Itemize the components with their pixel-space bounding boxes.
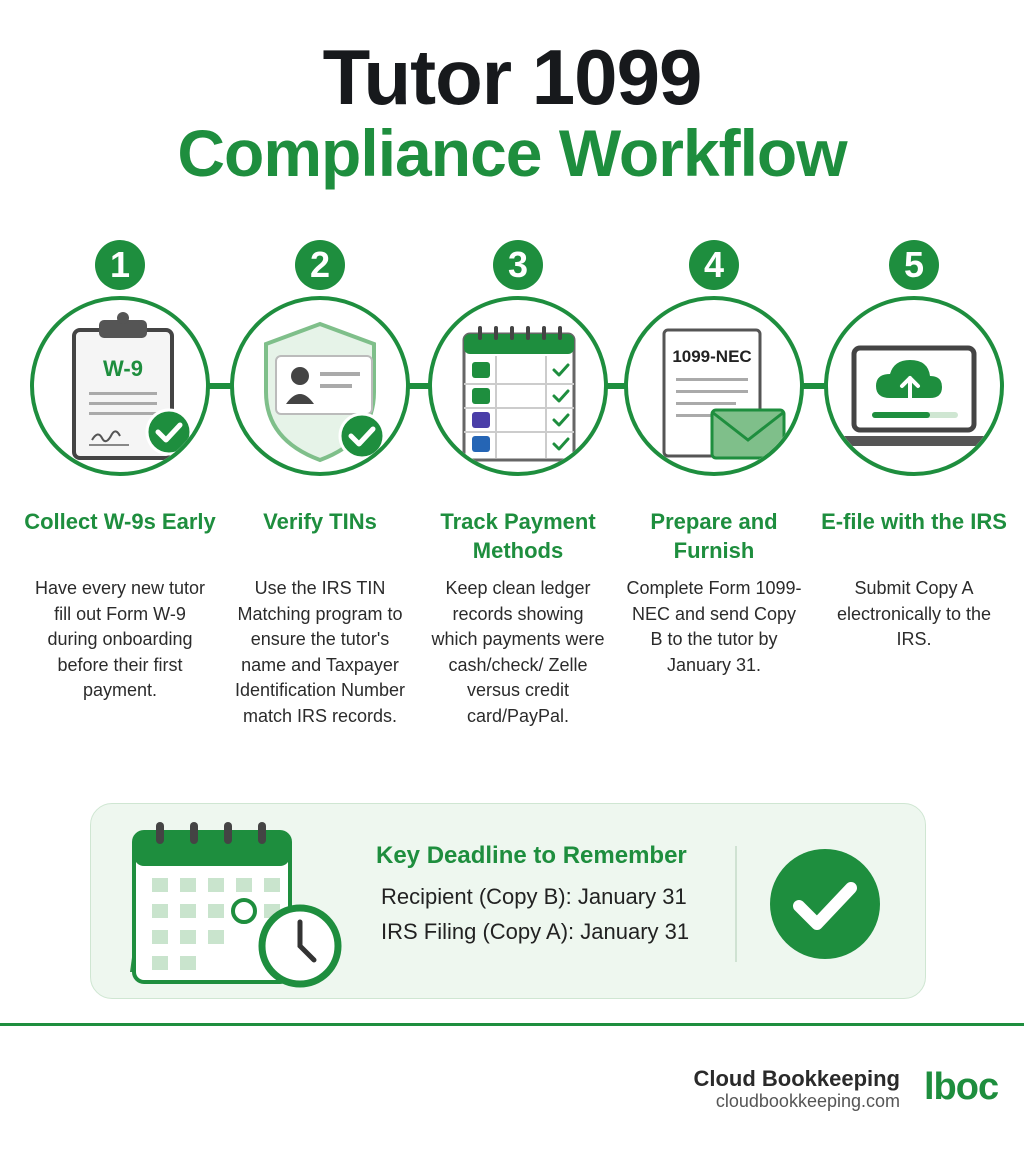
step-number: 4 <box>689 240 739 290</box>
clipboard-label: W-9 <box>103 356 143 381</box>
form-envelope-icon <box>624 296 804 476</box>
checkmark-circle-icon <box>769 848 881 960</box>
step-3 <box>418 240 618 800</box>
step-title: E-file with the IRS <box>821 509 1007 534</box>
step-title: Track Payment Methods <box>440 509 596 563</box>
step-1 <box>20 240 220 800</box>
deadline-title: Key Deadline to Remember <box>376 842 687 869</box>
payment-ledger-icon <box>428 296 608 476</box>
form-label: 1099-NEC <box>672 347 752 366</box>
clipboard-w9-icon <box>30 296 210 476</box>
shield-id-icon <box>230 296 410 476</box>
brand-name: Cloud Bookkeeping <box>693 1066 900 1091</box>
step-number: 5 <box>889 240 939 290</box>
step-description: Use the IRS TIN Matching program to ensure the tutor's name and Taxpayer Identification Number match IRS records. <box>234 578 406 726</box>
step-description: Complete Form 1099-NEC and send Copy B to the tutor by January 31. <box>626 578 802 675</box>
deadline-irs-filing: IRS Filing (Copy A): January 31 <box>381 919 690 944</box>
step-description: Have every new tutor fill out Form W-9 during onboarding before their first payment. <box>34 578 206 701</box>
calendar-clock-icon <box>110 822 350 992</box>
step-title: Prepare and Furnish <box>650 509 778 563</box>
step-number: 3 <box>493 240 543 290</box>
title-line-2: Compliance Workflow <box>177 116 847 190</box>
step-number: 2 <box>295 240 345 290</box>
deadline-recipient: Recipient (Copy B): January 31 <box>381 884 687 909</box>
step-description: Submit Copy A electronically to the IRS. <box>836 578 992 650</box>
panel-divider <box>735 846 737 962</box>
title-line-1: Tutor 1099 <box>322 33 702 121</box>
step-title: Verify TINs <box>263 509 377 534</box>
step-5 <box>814 240 1014 800</box>
brand-logo: lboc <box>924 1066 999 1108</box>
step-number: 1 <box>95 240 145 290</box>
laptop-upload-icon <box>824 296 1004 476</box>
step-4 <box>614 240 814 800</box>
step-title: Collect W-9s Early <box>24 509 216 534</box>
step-description: Keep clean ledger records showing which payments were cash/check/ Zelle versus credit card/PayPal. <box>431 578 605 726</box>
brand-url: cloudbookkeeping.com <box>715 1091 900 1111</box>
step-2 <box>220 240 420 800</box>
footer-divider <box>0 1023 1024 1026</box>
